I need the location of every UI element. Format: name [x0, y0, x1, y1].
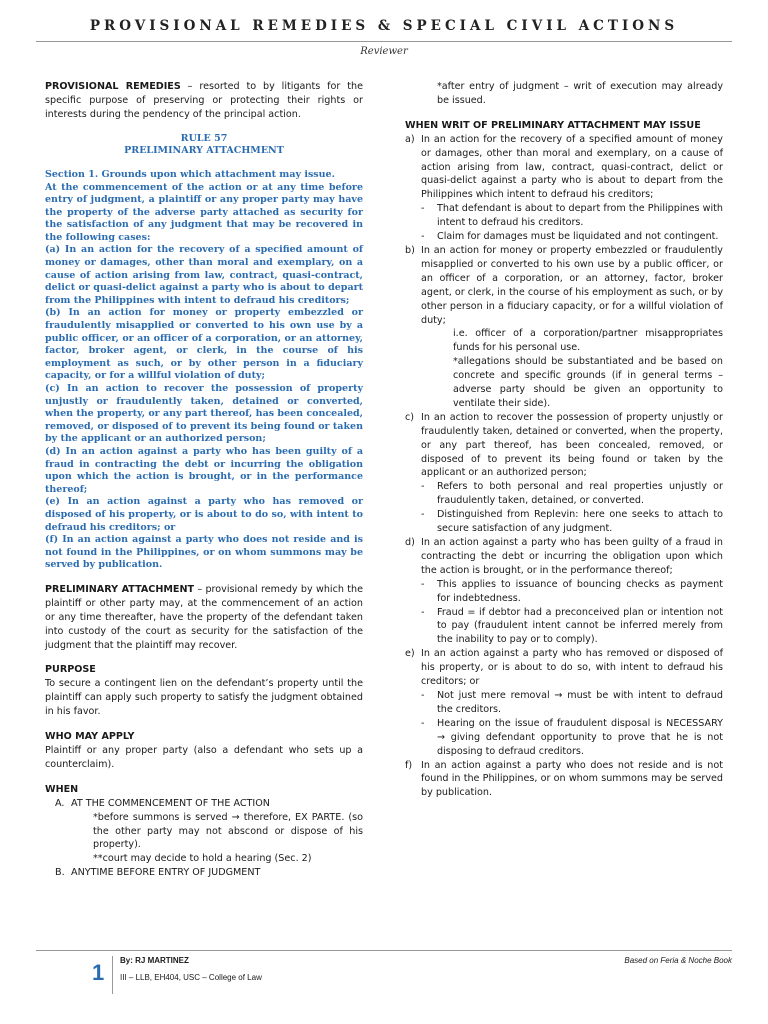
writ-b-allegations: *allegations should be substantiated and be based on concrete and specific grounds (if in general terms – adverse party should be given an opportunity to ventilate their side). — [453, 356, 723, 409]
when-heading: WHEN — [45, 783, 79, 795]
when-item-a: A. AT THE COMMENCEMENT OF THE ACTION — [55, 797, 270, 809]
when-a-note-2: **court may decide to hold a hearing (Sec. 2) — [93, 853, 312, 865]
rule-number: RULE 57 — [180, 132, 228, 144]
writ-c-dash-2: - Distinguished from Replevin: here one seeks to attach to secure satisfaction of any judgment. — [421, 509, 723, 535]
intro-paragraph — [45, 80, 363, 122]
intro-term: PROVISIONAL REMEDIES — [45, 81, 181, 92]
after-judgment-note: *after entry of judgment – writ of execution may already be issued. — [437, 81, 723, 106]
writ-item-d: d) In an action against a party who has been guilty of a fraud in contracting the debt or incurring the obligation upon which the action is brought, or in the performance thereof; — [405, 537, 723, 576]
writ-e-dash-1: - Not just mere removal → must be with intent to defraud the creditors. — [421, 689, 723, 715]
footer-rule — [36, 950, 732, 951]
ground-a: (a) In an action for the recovery of a specified amount of money or damages, other than moral and exemplary, on a cause of action arising from law, contract, quasi-contract, delict or quasi-delict against a party who is about to depart from the Philippines with intent to defraud his creditors; — [45, 244, 363, 306]
writ-e-dash-2: - Hearing on the issue of fraudulent disposal is NECESSARY → giving defendant opportunity to prove that he is not disposing to defraud creditors. — [421, 717, 723, 757]
writ-item-e: e) In an action against a party who has removed or disposed of his property, or is about to do so, with intent to defraud his creditors; or — [405, 648, 723, 688]
left-column — [45, 80, 363, 880]
document-subtitle: Reviewer — [360, 46, 408, 57]
purpose-text: To secure a contingent lien on the defendant’s property until the plaintiff can apply such property to satisfy the judgment obtained in his favor. — [45, 678, 363, 718]
writ-item-a: a) In an action for the recovery of a specified amount of money or damages, other than moral and exemplary, on a cause of action arising from law, contract, quasi-contract, delict or quasi-delict against a party who is about to depart from the Philippines which intent to defraud his creditors; — [405, 133, 723, 201]
right-column — [405, 80, 723, 800]
section-body: At the commencement of the action or at any time before entry of judgment, a plaintiff or any proper party may have the property of the adverse party attached as security for the satisfaction of any judgment that may be recovered in the following cases: — [45, 181, 363, 243]
page-footer — [36, 950, 732, 985]
document-title: PROVISIONAL REMEDIES & SPECIAL CIVIL ACTIONS — [89, 18, 679, 34]
writ-item-c: c) In an action to recover the possession of property unjustly or fraudulently taken, detained or converted, when the property, or any part thereof, has been concealed, removed, or disposed of to prevent its being found or taken by the applicant or an authorized person; — [405, 411, 723, 479]
writ-item-b: b) In an action for money or property embezzled or fraudulently misapplied or converted to his own use by a public officer, or an officer of a corporation, or an attorney, factor, broker agent, or clerk, in the course of his employment as such, or by other person in a fiduciary capacity, or for a willful violation of duty; — [405, 244, 723, 326]
writ-item-f: f) In an action against a party who does not reside and is not found in the Philippines, or on whom summons may be served by publication. — [405, 759, 723, 799]
page-header — [0, 18, 768, 57]
footer-based-on: Based on Feria & Noche Book — [624, 956, 732, 965]
section-heading: Section 1. Grounds upon which attachment may issue. — [45, 168, 335, 180]
footer-affiliation: III – LLB, EH404, USC – College of Law — [120, 973, 262, 982]
pa-term: PRELIMINARY ATTACHMENT — [45, 583, 195, 595]
purpose-heading: PURPOSE — [45, 664, 96, 676]
footer-divider — [112, 956, 113, 994]
ground-d: (d) In an action against a party who has been guilty of a fraud in contracting the debt or incurring the obligation upon which the action is brought, or in the performance thereof; — [45, 445, 363, 495]
page-number: 1 — [92, 960, 105, 985]
writ-a-dash-2: - Claim for damages must be liquidated and not contingent. — [421, 231, 719, 243]
writ-heading: WHEN WRIT OF PRELIMINARY ATTACHMENT MAY ISSUE — [405, 119, 701, 131]
who-may-apply-text: Plaintiff or any proper party (also a defendant who sets up a counterclaim). — [45, 744, 363, 770]
writ-a-dash-1: - That defendant is about to depart from the Philippines with intent to defraud his creditors. — [421, 203, 723, 229]
writ-d-dash-1: - This applies to issuance of bouncing checks as payment for indebtedness. — [421, 578, 723, 604]
ground-e: (e) In an action against a party who has removed or disposed of his property, or is about to do so, with intent to defraud his creditors; or — [45, 496, 363, 533]
ground-f: (f) In an action against a party who does not reside and is not found in the Philippines, or on whom summons may be served by publication. — [45, 534, 363, 571]
writ-d-dash-2: - Fraud = if debtor had a preconceived plan or intention not to pay (fraudulent intent cannot be inferred merely from the inability to pay or to comply). — [421, 606, 723, 646]
rule-title: PRELIMINARY ATTACHMENT — [124, 145, 284, 157]
pa-text: – provisional remedy by which the plaintiff or other party may, at the commencement of an action or any time thereafter, have the property of the defendant taken into custody of the court as security for the satisfaction of the judgment that the plaintiff may recover. — [45, 583, 363, 651]
footer-author: By: RJ MARTINEZ — [120, 956, 189, 965]
ground-c: (c) In an action to recover the possession of property unjustly or fraudulently taken, detained or converted, when the property, or any part thereof, has been concealed, removed, or disposed of to prevent its being found or taken by the applicant or an authorized person; — [45, 383, 363, 445]
writ-c-dash-1: - Refers to both personal and real properties unjustly or fraudulently taken, detained, or converted. — [421, 481, 723, 507]
when-a-note-1: *before summons is served → therefore, EX PARTE. (so the other party may not abscond or dispose of his property). — [93, 811, 363, 851]
intro-text: – resorted to by litigants for the specific purpose of preserving or protecting their rights or interests during the pendency of the principal action. — [45, 81, 363, 120]
who-may-apply-heading: WHO MAY APPLY — [45, 731, 135, 743]
header-rule — [36, 41, 732, 42]
when-item-b: B. ANYTIME BEFORE ENTRY OF JUDGMENT — [55, 867, 261, 879]
writ-b-example: i.e. officer of a corporation/partner misappropriates funds for his personal use. — [453, 328, 723, 354]
ground-b: (b) In an action for money or property embezzled or fraudulently misapplied or converted to his own use by a public officer, or an officer of a corporation, or an attorney, factor, broker agent, or clerk, in the course of his employment as such, or by other person in a fiduciary capacity, or for a willful violation of duty; — [45, 307, 363, 382]
preliminary-attachment-definition — [45, 583, 363, 653]
